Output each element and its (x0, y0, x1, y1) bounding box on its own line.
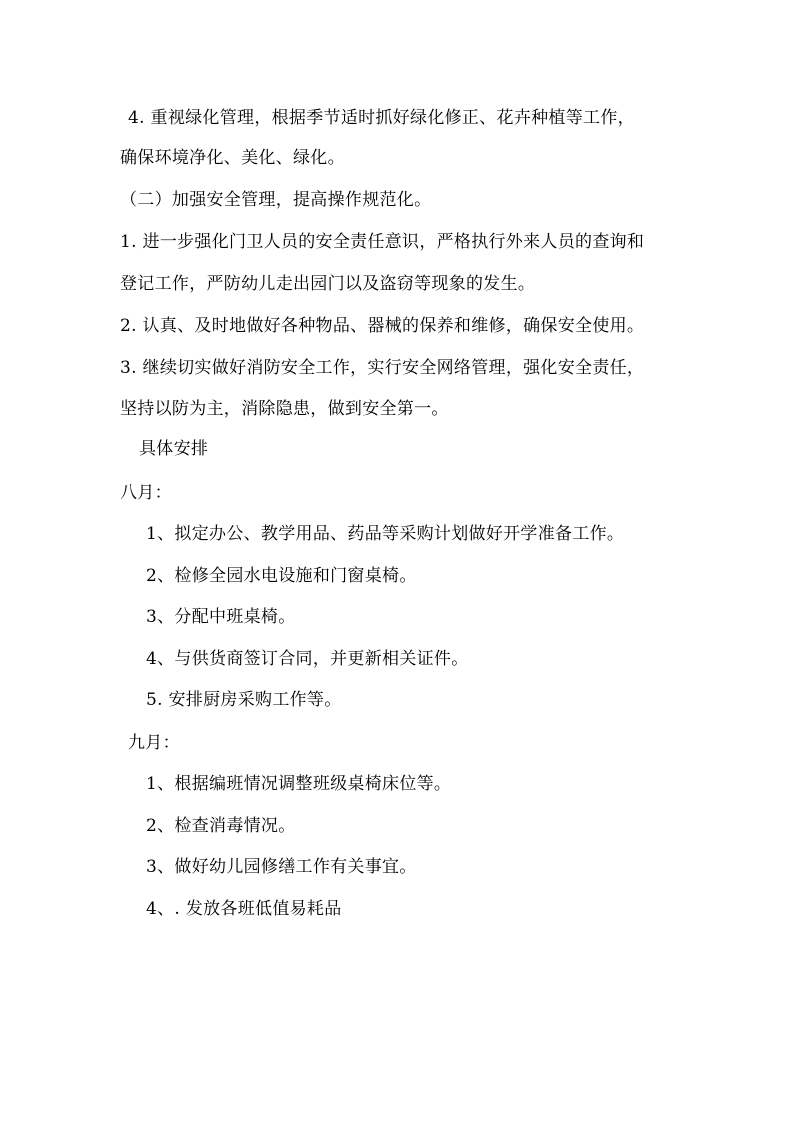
august-item-4: 4、与供货商签订合同，并更新相关证件。 (146, 649, 469, 669)
security-item-3-line-2: 坚持以防为主，消除隐患，做到安全第一。 (120, 399, 449, 419)
august-item-5: 5. 安排厨房采购工作等。 (146, 690, 342, 710)
security-item-2: 2. 认真、及时地做好各种物品、器械的保养和维修，确保安全使用。 (120, 316, 645, 336)
security-item-1-line-2: 登记工作，严防幼儿走出园门以及盗窃等现象的发生。 (120, 274, 536, 294)
september-item-4: 4、. 发放各班低值易耗品 (146, 899, 342, 919)
security-item-1-line-1: 1. 进一步强化门卫人员的安全责任意识，严格执行外来人员的查询和 (120, 232, 645, 252)
september-item-3: 3、做好幼儿园修缮工作有关事宜。 (146, 857, 417, 877)
security-item-3-line-1: 3. 继续切实做好消防安全工作，实行安全网络管理，强化安全责任， (120, 358, 645, 378)
september-item-2: 2、检查消毒情况。 (146, 816, 296, 836)
august-item-2: 2、检修全园水电设施和门窗桌椅。 (146, 566, 417, 586)
august-item-1: 1、拟定办公、教学用品、药品等采购计划做好开学准备工作。 (146, 524, 625, 544)
september-label: 九月： (128, 733, 180, 753)
section-two-heading: （二）加强安全管理，提高操作规范化。 (120, 190, 432, 210)
greening-paragraph-line-2: 确保环境净化、美化、绿化。 (120, 148, 345, 168)
schedule-heading: 具体安排 (139, 439, 209, 459)
greening-paragraph-line-1: 4. 重视绿化管理，根据季节适时抓好绿化修正、花卉种植等工作， (128, 108, 635, 128)
august-label: 八月： (120, 483, 172, 503)
september-item-1: 1、根据编班情况调整班级桌椅床位等。 (146, 774, 452, 794)
august-item-3: 3、分配中班桌椅。 (146, 607, 296, 627)
